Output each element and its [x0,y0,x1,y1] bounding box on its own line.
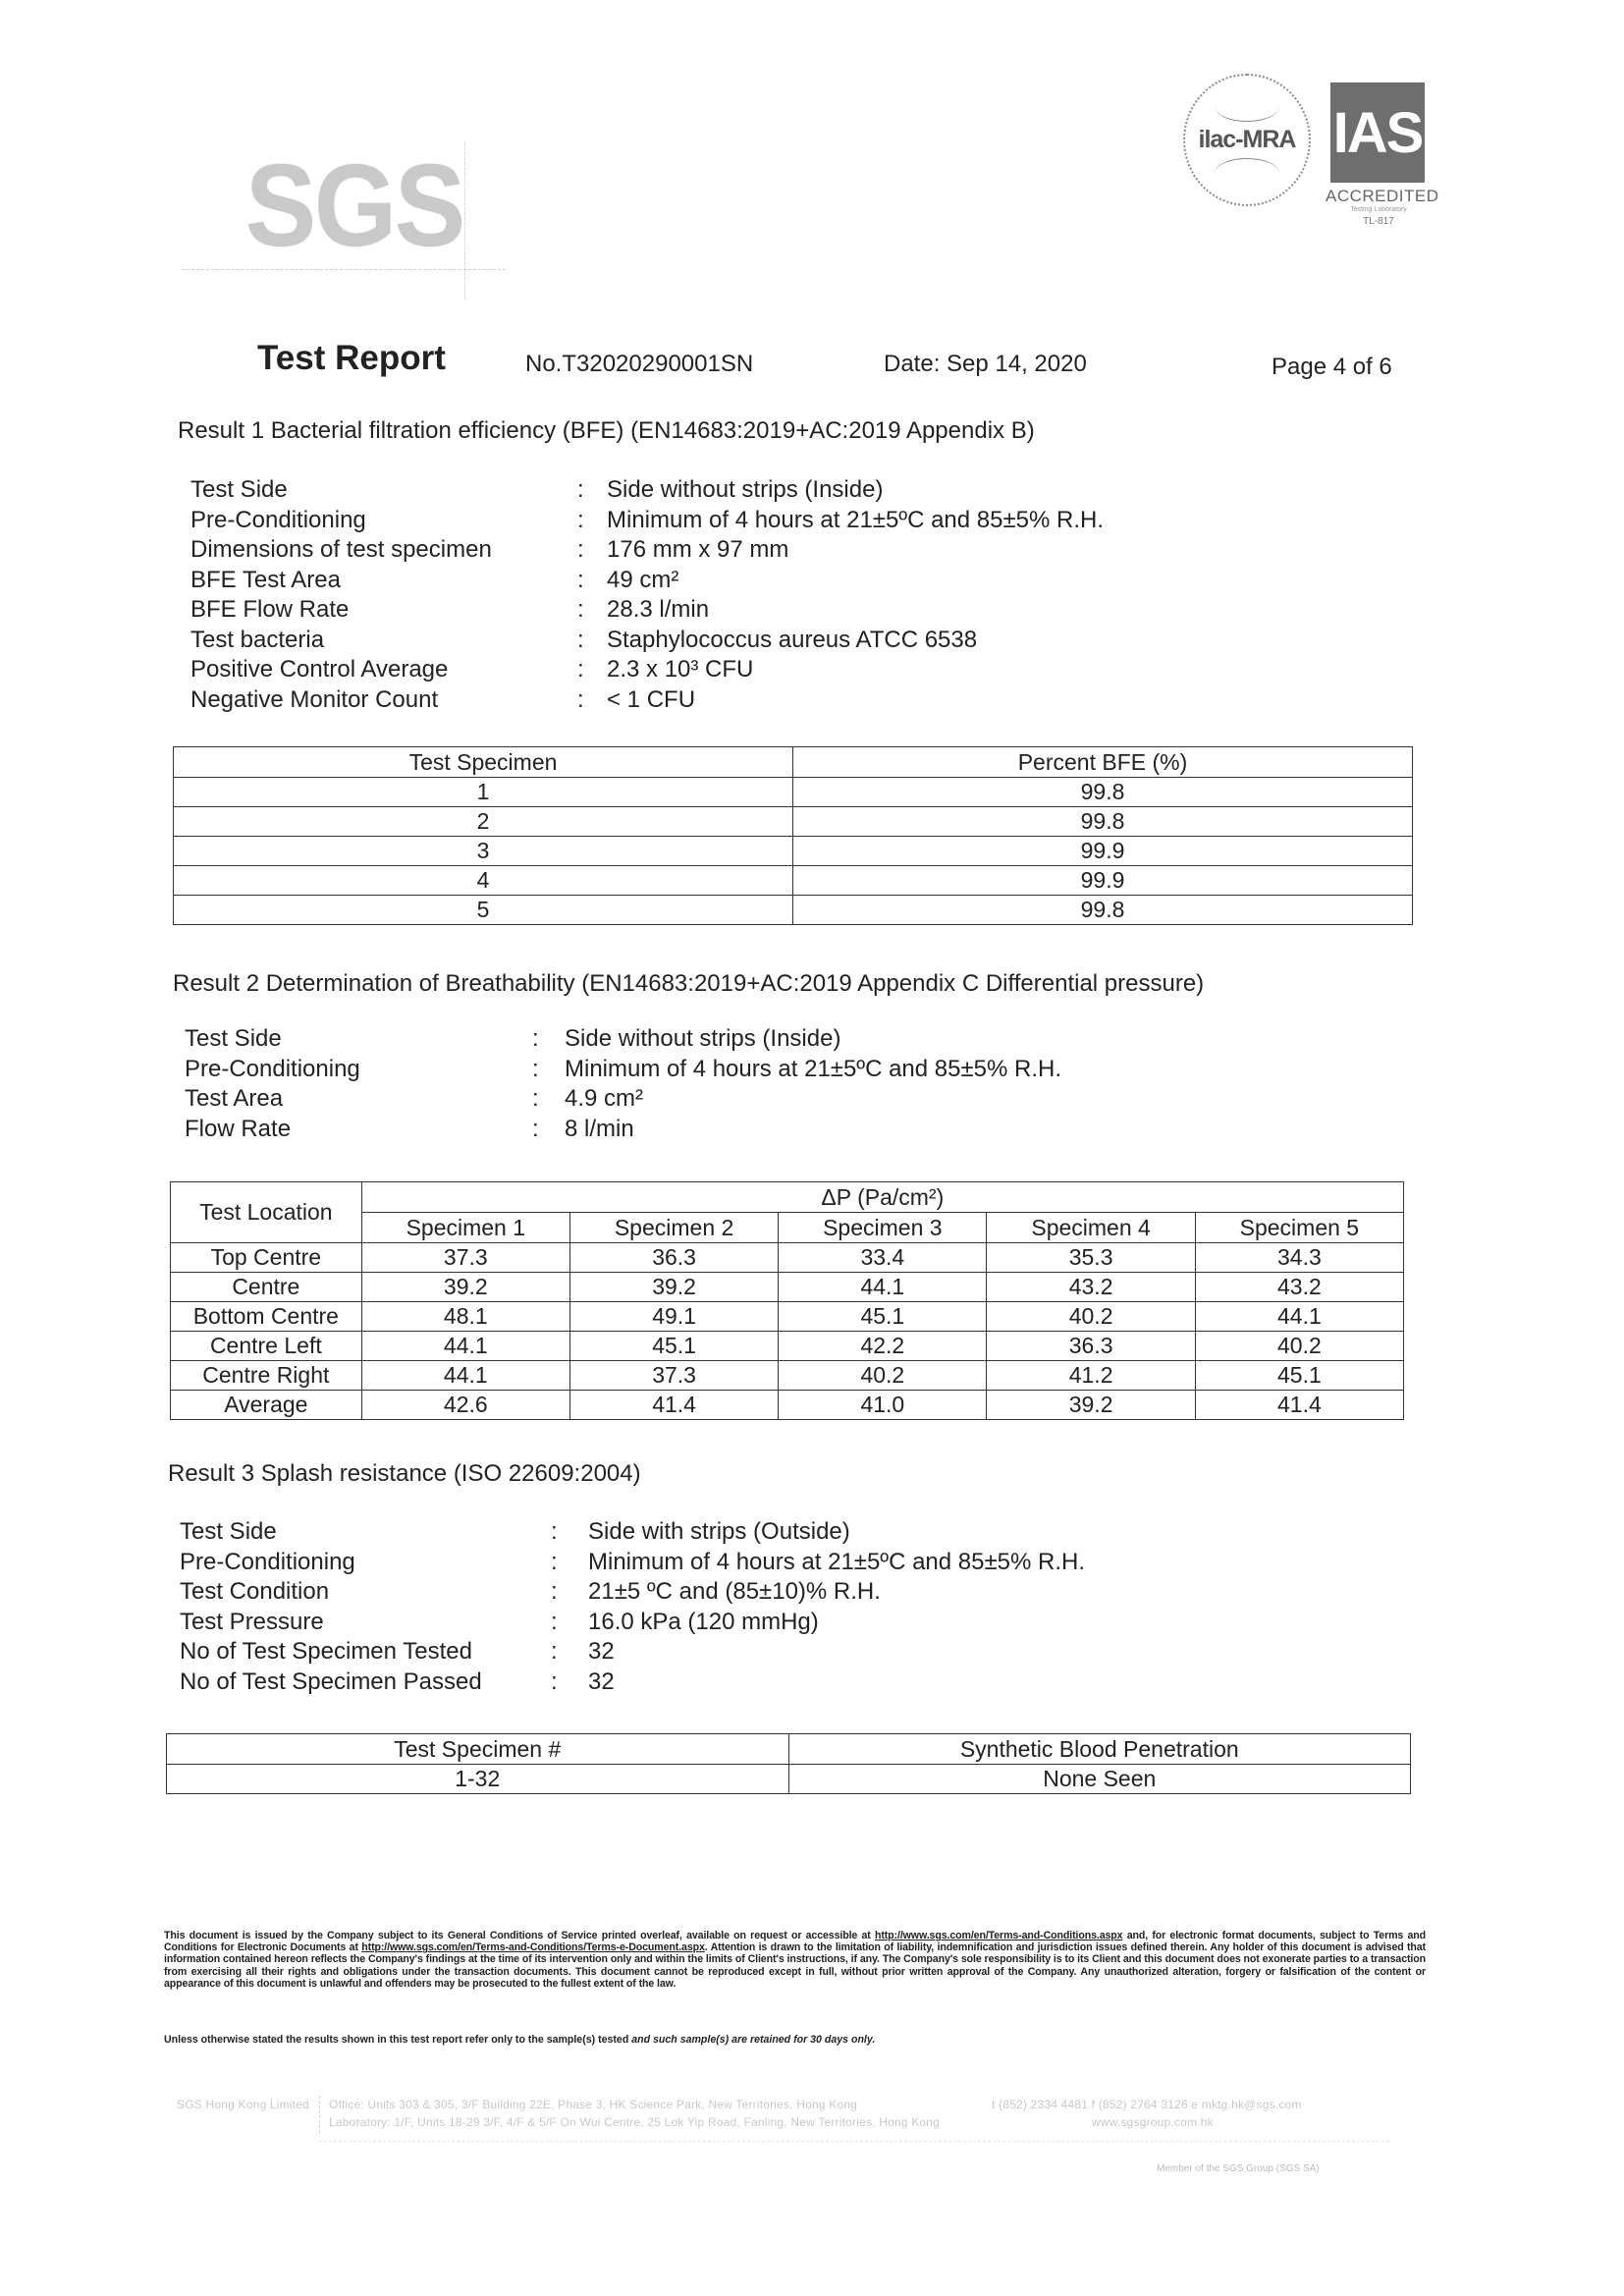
bfe-cell: 99.9 [793,837,1413,866]
field-value: 176 mm x 97 mm [607,536,789,563]
specimen-cell: 5 [174,896,793,925]
page-indicator: Page 4 of 6 [1272,354,1392,380]
pressure-cell: 41.2 [987,1361,1195,1391]
group-header: ΔP (Pa/cm²) [361,1182,1403,1213]
pressure-cell: 37.3 [569,1361,778,1391]
field-value: Minimum of 4 hours at 21±5ºC and 85±5% R.H. [588,1548,1086,1575]
field-row [180,1548,1085,1578]
result1-fields [190,475,1104,715]
disclaimer-text: and, for electronic format documents, subject to Terms and Conditions for Electronic Documents at [164,1930,1426,1954]
table-row [167,1765,1411,1794]
ias-lab-type: Testing Laboratory [1350,206,1407,213]
field-row [185,1055,1061,1085]
field-value: Minimum of 4 hours at 21±5ºC and 85±5% R.H. [565,1055,1062,1082]
specimen-cell: 3 [174,837,793,866]
field-label: Test Side [185,1025,282,1052]
location-cell: Bottom Centre [171,1302,362,1332]
field-separator: : [551,1638,558,1665]
table-row [171,1273,1404,1302]
field-separator: : [577,685,584,713]
field-value: < 1 CFU [607,685,696,713]
field-value: 16.0 kPa (120 mmHg) [588,1608,819,1635]
pressure-cell: 43.2 [987,1273,1195,1302]
pressure-cell: 45.1 [1195,1361,1403,1391]
table-row [171,1243,1404,1273]
ilac-mra-logo [1183,74,1311,206]
field-separator: : [577,506,584,533]
e-document-terms-link[interactable]: http://www.sgs.com/en/Terms-and-Conditions/Terms-e-Document.aspx [361,1941,705,1954]
table-row [171,1332,1404,1361]
location-cell: Top Centre [171,1243,362,1273]
field-row [180,1608,1085,1638]
field-separator: : [577,656,584,683]
result3-fields [180,1517,1085,1697]
field-row [180,1517,1085,1548]
sgs-logo: SGS [245,139,464,271]
pressure-cell: 44.1 [361,1332,569,1361]
table-row [174,837,1413,866]
field-value: 49 cm² [607,566,679,593]
column-header: Specimen 4 [987,1213,1195,1243]
company-name: SGS Hong Kong Limited [177,2098,309,2111]
bfe-cell: 99.8 [793,778,1413,807]
ilac-mra-text: ilac-MRA [1198,126,1296,153]
field-row [190,506,1104,536]
field-value: Side with strips (Outside) [588,1518,850,1545]
field-label: Negative Monitor Count [190,685,439,713]
field-label: Test Side [180,1518,277,1545]
column-header: Synthetic Blood Penetration [788,1734,1411,1765]
pressure-cell: 36.3 [987,1332,1195,1361]
disclaimer-text: . Attention is drawn to the limitation of liability, indemnification and jurisdiction issues defined therein. Any holder of this document is advised that information contained hereon reflects the Company's findings at the time of its intervention only and within the limits of Client's instructions, if any. The Company's sole responsibility is to its Client and this document does not exonerate parties to a transaction from exercising all their rights and obligations under the transaction documents. This document cannot be reproduced except in full, without prior written approval of the Company. Any unauthorized alteration, forgery or falsification of the content or appearance of this document is unlawful and offenders may be prosecuted to the fullest extent of the law. [164,1941,1427,1990]
table-row [174,866,1413,896]
ias-cert-number: TL-817 [1363,216,1394,227]
column-header: Specimen 5 [1195,1213,1403,1243]
field-value: 8 l/min [565,1115,634,1142]
table-row [171,1302,1404,1332]
field-label: Pre-Conditioning [190,506,366,533]
field-label: No of Test Specimen Passed [180,1667,482,1695]
table-row [174,807,1413,837]
penetration-cell: None Seen [788,1765,1411,1794]
bfe-cell: 99.9 [793,866,1413,896]
website: www.sgsgroup.com.hk [1092,2115,1214,2129]
splash-table [166,1733,1411,1794]
field-value: 4.9 cm² [565,1085,644,1112]
field-row [190,685,1104,716]
field-label: Positive Control Average [190,656,449,683]
specimen-cell: 4 [174,866,793,896]
field-label: Test Area [185,1085,284,1112]
field-value: 32 [588,1638,615,1665]
pressure-cell: 41.4 [1195,1391,1403,1420]
location-cell: Centre Right [171,1361,362,1391]
field-label: BFE Flow Rate [190,596,350,623]
field-separator: : [551,1518,558,1545]
address-divider [319,2096,320,2133]
field-label: Pre-Conditioning [180,1548,355,1575]
result3-title: Result 3 Splash resistance (ISO 22609:2004) [168,1460,641,1487]
field-separator: : [577,536,584,563]
lab-address: Laboratory: 1/F, Units 18-29 3/F, 4/F & 5/F On Wui Centre, 25 Lok Yip Road, Fanling, New Territories, Hong Kong [329,2115,941,2129]
field-separator: : [577,596,584,623]
pressure-cell: 40.2 [779,1361,987,1391]
terms-link[interactable]: http://www.sgs.com/en/Terms-and-Conditions.aspx [874,1930,1123,1941]
field-value: Minimum of 4 hours at 21±5ºC and 85±5% R.H. [607,506,1105,533]
field-value: 32 [588,1667,615,1695]
table-row [171,1361,1404,1391]
pressure-cell: 42.2 [779,1332,987,1361]
pressure-cell: 37.3 [361,1243,569,1273]
column-header: Specimen 2 [569,1213,778,1243]
pressure-cell: 35.3 [987,1243,1195,1273]
column-header: Specimen 3 [779,1213,987,1243]
pressure-cell: 39.2 [569,1273,778,1302]
pressure-cell: 44.1 [1195,1302,1403,1332]
field-value: Side without strips (Inside) [565,1025,841,1052]
field-value: Side without strips (Inside) [607,476,884,503]
field-row [190,535,1104,566]
field-label: No of Test Specimen Tested [180,1638,472,1665]
result1-title: Result 1 Bacterial filtration efficiency (BFE) (EN14683:2019+AC:2019 Appendix B) [178,417,1035,444]
pressure-cell: 40.2 [1195,1332,1403,1361]
legal-disclaimer [164,1930,1426,1990]
specimen-cell: 2 [174,807,793,837]
pressure-cell: 45.1 [569,1332,778,1361]
table-row [174,896,1413,925]
field-value: Staphylococcus aureus ATCC 6538 [607,626,978,653]
pressure-cell: 43.2 [1195,1273,1403,1302]
table-row [174,778,1413,807]
field-separator: : [551,1667,558,1695]
footer-divider [319,2141,1389,2142]
location-cell: Average [171,1391,362,1420]
pressure-cell: 33.4 [779,1243,987,1273]
report-date: Date: Sep 14, 2020 [884,351,1087,377]
table-row [171,1391,1404,1420]
member-statement: Member of the SGS Group (SGS SA) [1157,2163,1320,2174]
logo-divider [464,142,465,300]
pressure-cell: 44.1 [779,1273,987,1302]
pressure-cell: 39.2 [987,1391,1195,1420]
field-value: 2.3 x 10³ CFU [607,656,754,683]
pressure-cell: 36.3 [569,1243,778,1273]
column-header: Test Location [171,1182,362,1243]
office-address: Office: Units 303 & 305, 3/F Building 22E, Phase 3, HK Science Park, New Territories, Hong Kong [329,2098,858,2111]
pressure-cell: 39.2 [361,1273,569,1302]
field-label: Test Condition [180,1578,330,1605]
field-row [185,1024,1061,1055]
column-header: Percent BFE (%) [793,747,1413,778]
field-label: Pre-Conditioning [185,1055,360,1082]
note-italic-text: and such sample(s) are retained for 30 days only. [631,2034,876,2046]
field-label: Test bacteria [190,626,325,653]
pressure-cell: 48.1 [361,1302,569,1332]
logo-divider [182,269,506,270]
breathability-table [170,1181,1404,1420]
pressure-cell: 49.1 [569,1302,778,1332]
disclaimer-text: This document is issued by the Company subject to its General Conditions of Service printed overleaf, available on request or accessible at [164,1930,875,1941]
pressure-cell: 34.3 [1195,1243,1403,1273]
ias-accredited-label: ACCREDITED [1326,187,1439,205]
pressure-cell: 42.6 [361,1391,569,1420]
pressure-cell: 45.1 [779,1302,987,1332]
column-header: Test Specimen # [167,1734,789,1765]
field-value: 28.3 l/min [607,596,710,623]
field-separator: : [551,1548,558,1575]
field-row [190,626,1104,656]
report-number: No.T32020290001SN [525,351,754,377]
field-separator: : [577,476,584,503]
field-value: 21±5 ºC and (85±10)% R.H. [588,1578,881,1605]
field-row [190,475,1104,506]
field-label: Test Side [190,476,288,503]
office-contact: t (852) 2334 4481 f (852) 2764 3126 e mktg.hk@sgs.com [992,2098,1302,2111]
field-separator: : [532,1055,539,1082]
specimen-cell: 1 [174,778,793,807]
field-separator: : [532,1085,539,1112]
field-separator: : [551,1578,558,1605]
bfe-cell: 99.8 [793,896,1413,925]
field-separator: : [532,1025,539,1052]
pressure-cell: 41.4 [569,1391,778,1420]
pressure-cell: 41.0 [779,1391,987,1420]
bfe-table [173,746,1413,925]
field-separator: : [577,566,584,593]
field-separator: : [551,1608,558,1635]
field-separator: : [532,1115,539,1142]
location-cell: Centre [171,1273,362,1302]
field-label: Dimensions of test specimen [190,536,492,563]
result2-fields [185,1024,1061,1144]
result2-title: Result 2 Determination of Breathability (EN14683:2019+AC:2019 Appendix C Differential pressure) [173,970,1205,997]
ias-logo: IAS [1330,82,1425,183]
field-row [185,1115,1061,1145]
sample-retention-note [164,2034,875,2046]
pressure-cell: 44.1 [361,1361,569,1391]
location-cell: Centre Left [171,1332,362,1361]
pressure-cell: 40.2 [987,1302,1195,1332]
field-label: Test Pressure [180,1608,324,1635]
field-row [185,1084,1061,1115]
field-row [180,1667,1085,1698]
column-header: Test Specimen [174,747,793,778]
report-title: Test Report [257,339,446,377]
field-label: Flow Rate [185,1115,292,1142]
field-label: BFE Test Area [190,566,341,593]
field-row [190,595,1104,626]
specimen-range-cell: 1-32 [167,1765,789,1794]
bfe-cell: 99.8 [793,807,1413,837]
field-row [190,566,1104,596]
field-row [180,1577,1085,1608]
note-text: Unless otherwise stated the results shown in this test report refer only to the sample(s) tested [164,2034,632,2046]
field-separator: : [577,626,584,653]
column-header: Specimen 1 [361,1213,569,1243]
field-row [190,655,1104,685]
field-row [180,1637,1085,1667]
